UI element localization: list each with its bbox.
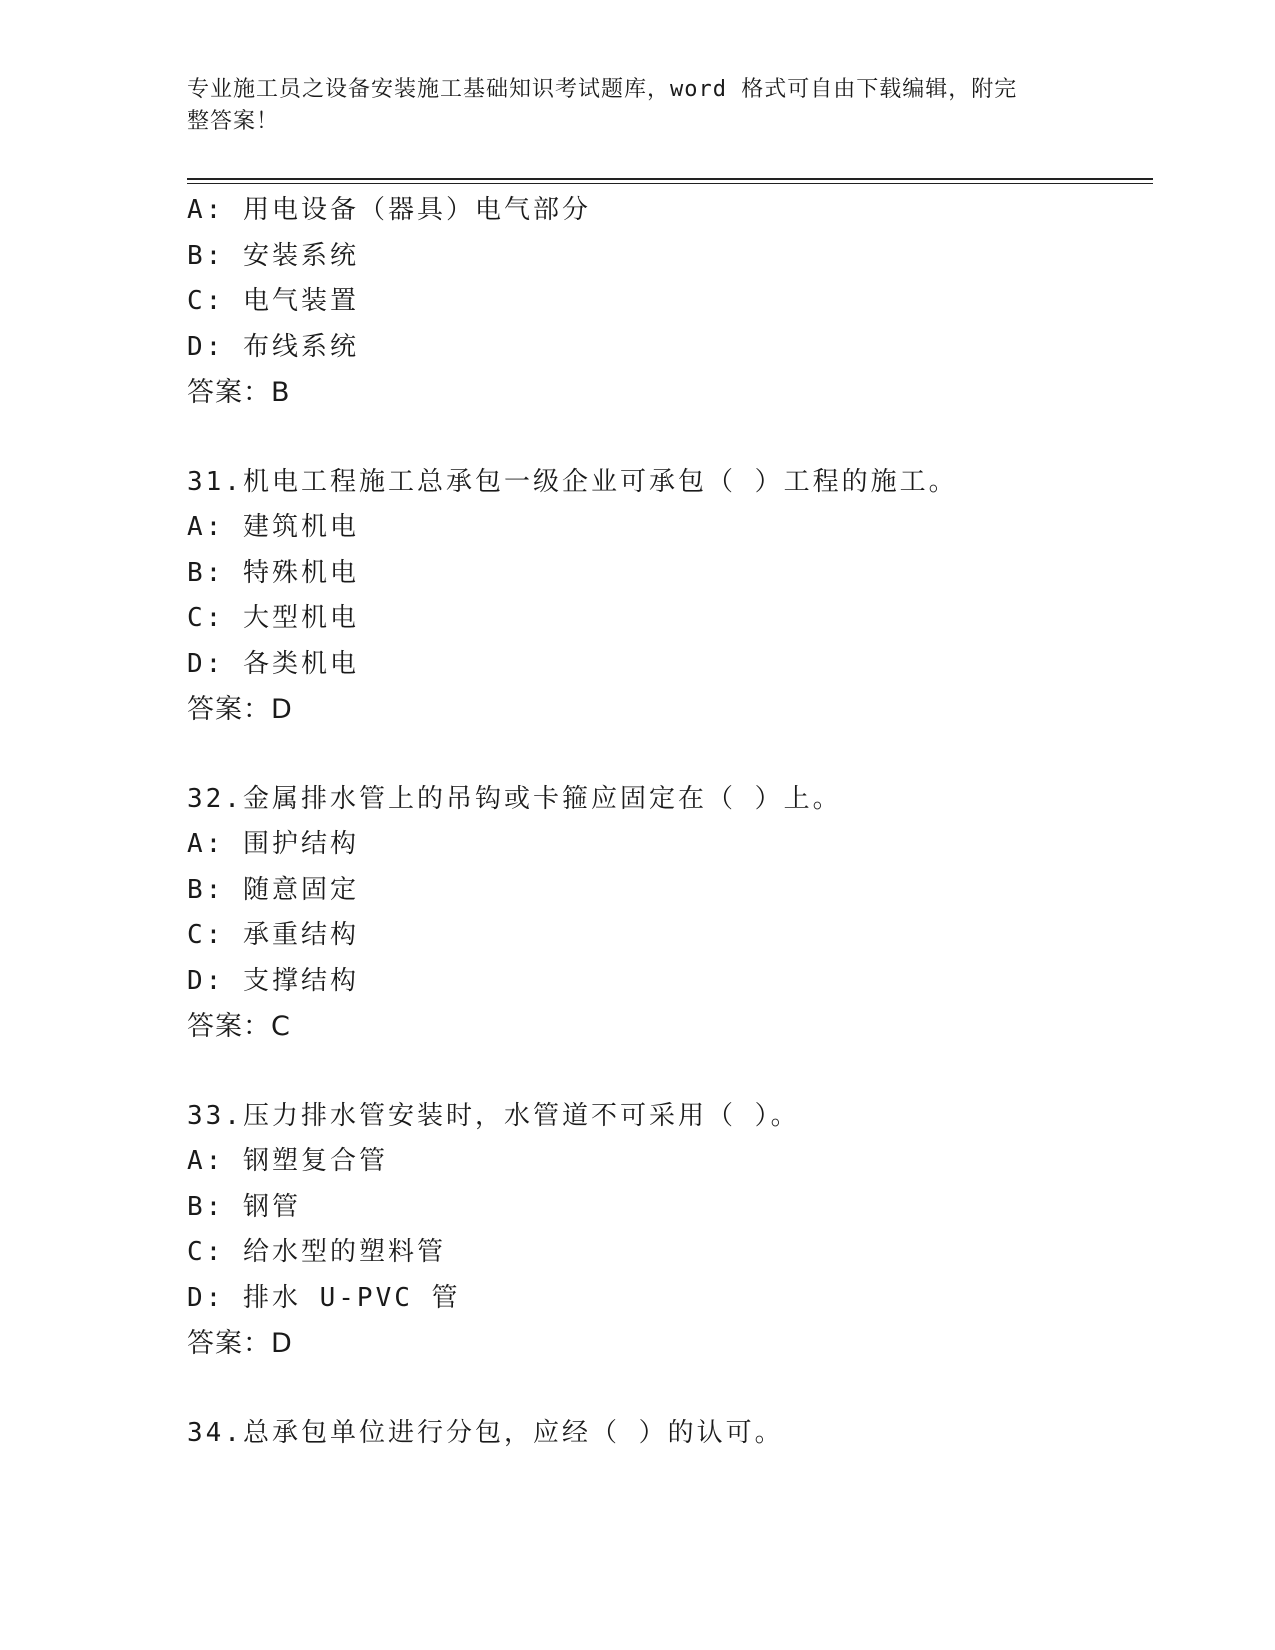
option-d: D: 各类机电: [187, 648, 359, 679]
option-c: C: 给水型的塑料管: [187, 1237, 446, 1267]
option-b: B: 安装系统: [187, 240, 359, 271]
option-d: D: 排水 U-PVC 管: [187, 1282, 461, 1313]
option-a: A: 用电设备（器具）电气部分: [187, 195, 591, 225]
question-32: [187, 777, 1153, 1050]
question-34: [187, 1411, 1153, 1457]
option-c: C: 承重结构: [187, 920, 359, 950]
header-line-2: 整答案！: [187, 109, 280, 134]
question-30-continued: [187, 188, 1153, 416]
question-text: 32.金属排水管上的吊钩或卡箍应固定在（ ）上。: [187, 783, 842, 814]
spacer: [187, 733, 1153, 777]
option-a: A: 建筑机电: [187, 512, 359, 542]
option-a: A: 钢塑复合管: [187, 1146, 388, 1176]
option-c: C: 大型机电: [187, 603, 359, 633]
answer: 答案：D: [187, 694, 293, 725]
question-text: 31.机电工程施工总承包一级企业可承包（ ）工程的施工。: [187, 466, 958, 497]
option-b: B: 特殊机电: [187, 557, 359, 588]
question-33: [187, 1094, 1153, 1367]
question-31: [187, 460, 1153, 733]
answer: 答案：D: [187, 1328, 293, 1359]
spacer: [187, 416, 1153, 460]
question-text: 33.压力排水管安装时，水管道不可采用（ ）。: [187, 1100, 800, 1131]
question-list: [187, 188, 1153, 1456]
option-d: D: 布线系统: [187, 331, 359, 362]
option-b: B: 随意固定: [187, 874, 359, 905]
document-header: [187, 74, 1067, 138]
option-c: C: 电气装置: [187, 286, 359, 316]
option-a: A: 围护结构: [187, 829, 359, 859]
answer: 答案：B: [187, 377, 291, 408]
header-divider-thin: [187, 183, 1153, 184]
question-text: 34.总承包单位进行分包，应经（ ）的认可。: [187, 1417, 784, 1448]
spacer: [187, 1367, 1153, 1411]
answer: 答案：C: [187, 1011, 291, 1042]
header-divider: [187, 178, 1153, 180]
option-b: B: 钢管: [187, 1191, 301, 1222]
spacer: [187, 1050, 1153, 1094]
header-line-1: 专业施工员之设备安装施工基础知识考试题库，word 格式可自由下载编辑，附完: [187, 77, 1018, 102]
option-d: D: 支撑结构: [187, 965, 359, 996]
